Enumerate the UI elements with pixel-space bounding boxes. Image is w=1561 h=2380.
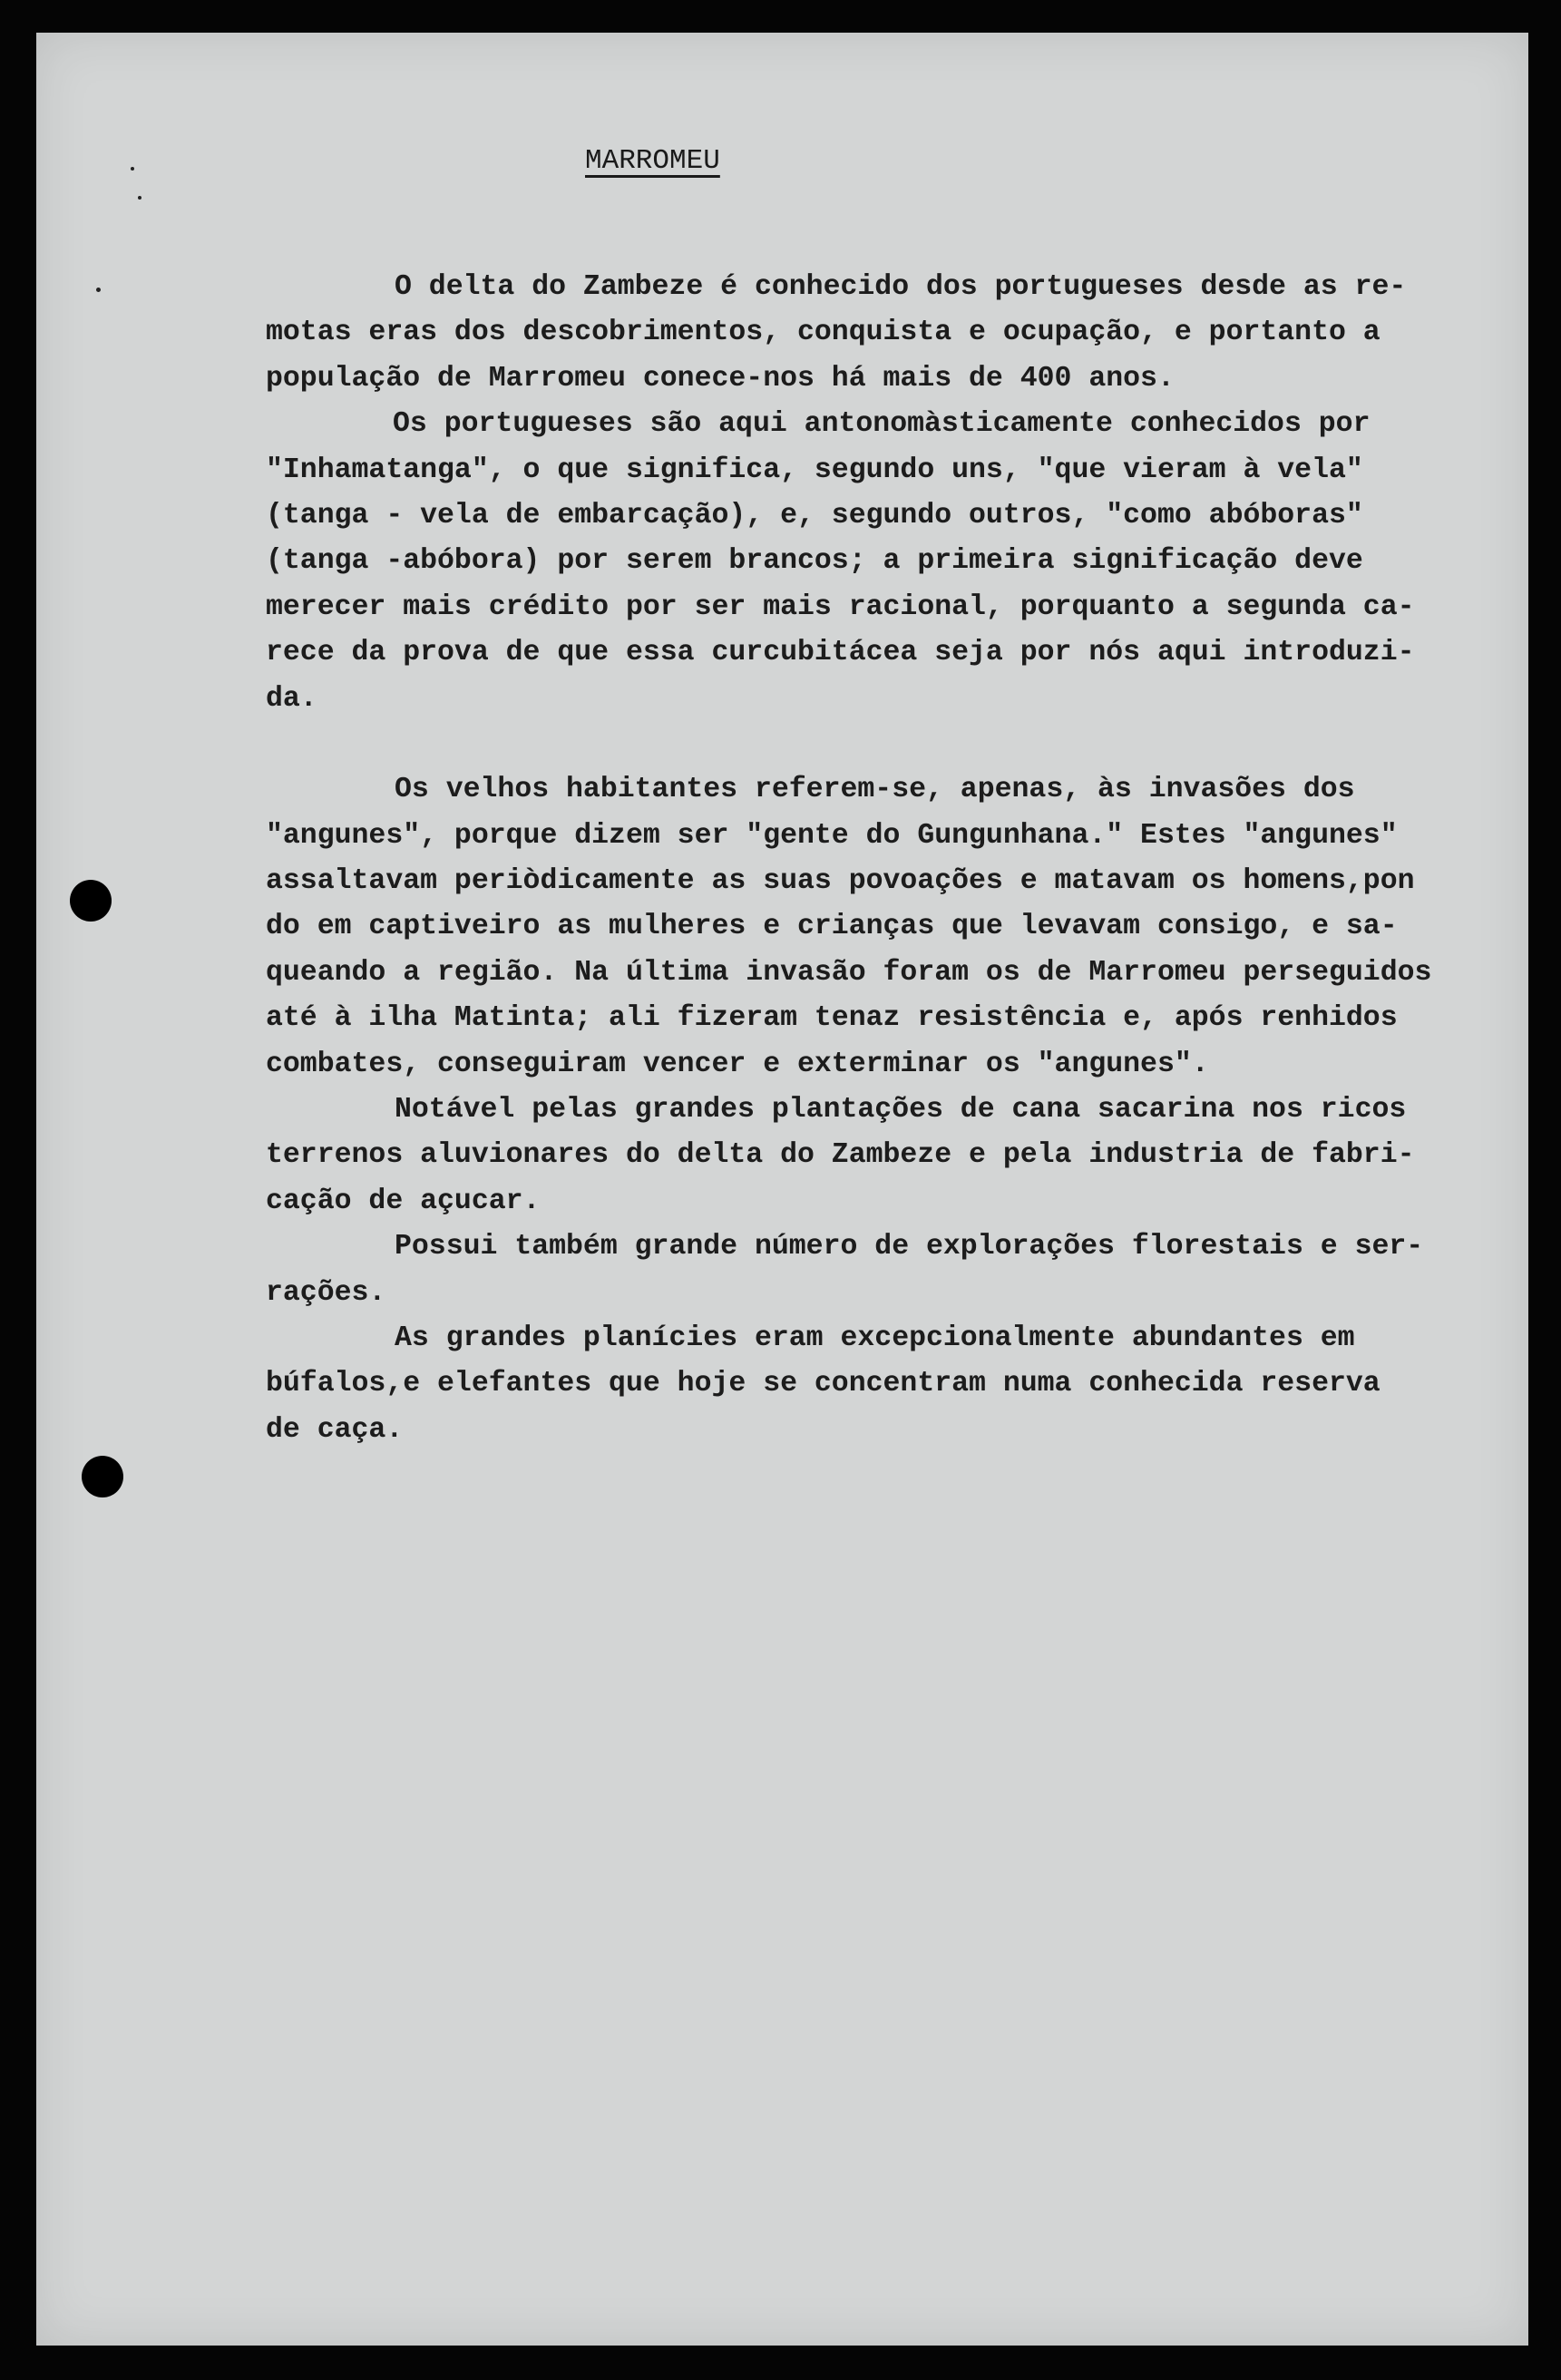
text-line: búfalos,e elefantes que hoje se concentram numa conhecida reserva (266, 1368, 1381, 1400)
text-line: "Inhamatanga", o que significa, segundo uns, "que vieram à vela" (266, 454, 1363, 486)
punch-hole (70, 880, 112, 922)
text-line: população de Marromeu conece-nos há mais de 400 anos. (266, 362, 1175, 395)
punch-hole (82, 1456, 123, 1497)
text-line: assaltavam periòdicamente as suas povoações e matavam os homens,pon (266, 865, 1415, 898)
text-line: da. (266, 682, 317, 715)
text-line: até à ilha Matinta; ali fizeram tenaz resistência e, após renhidos (266, 1002, 1398, 1035)
text-line: motas eras dos descobrimentos, conquista e ocupação, e portanto a (266, 317, 1381, 349)
page-title: MARROMEU (585, 145, 720, 177)
text-line: As grandes planícies eram excepcionalmente abundantes em (395, 1322, 1355, 1354)
text-line: rece da prova de que essa curcubitácea seja por nós aqui introduzi- (266, 637, 1415, 669)
text-line: do em captiveiro as mulheres e crianças que levavam consigo, e sa- (266, 911, 1398, 943)
ink-speck (138, 196, 141, 200)
text-line: de caça. (266, 1413, 404, 1446)
document-body (266, 265, 1536, 1453)
ink-speck (96, 288, 101, 292)
text-line: (tanga -abóbora) por serem brancos; a primeira significação deve (266, 545, 1363, 578)
blank-line (266, 722, 1536, 767)
text-line: rações. (266, 1276, 386, 1309)
text-line: Os velhos habitantes referem-se, apenas, às invasões dos (395, 774, 1355, 806)
text-line: "angunes", porque dizem ser "gente do Gungunhana." Estes "angunes" (266, 819, 1398, 852)
text-line: (tanga - vela de embarcação), e, segundo outros, "como abóboras" (266, 499, 1363, 532)
text-line: Possui também grande número de explorações florestais e ser- (395, 1231, 1424, 1263)
text-line: Os portugueses são aqui antonomàsticamente conhecidos por (393, 408, 1371, 441)
text-line: O delta do Zambeze é conhecido dos portugueses desde as re- (395, 271, 1407, 303)
ink-speck (131, 167, 134, 171)
text-line: combates, conseguiram vencer e exterminar os "angunes". (266, 1048, 1209, 1080)
text-line: Notável pelas grandes plantações de cana sacarina nos ricos (395, 1094, 1407, 1127)
text-line: queando a região. Na última invasão foram os de Marromeu perseguidos (266, 956, 1432, 989)
text-line: cação de açucar. (266, 1185, 541, 1217)
text-line: merecer mais crédito por ser mais racional, porquanto a segunda ca- (266, 590, 1415, 623)
text-line: terrenos aluvionares do delta do Zambeze e pela industria de fabri- (266, 1139, 1415, 1172)
